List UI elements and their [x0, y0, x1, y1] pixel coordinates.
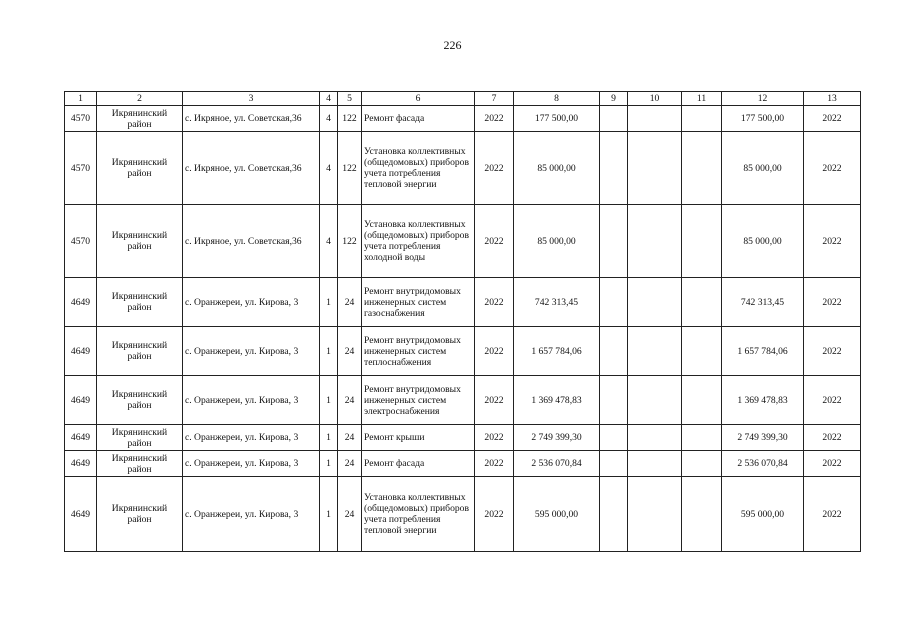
floors-cell: 4 [320, 106, 338, 132]
entrances-cell: 24 [338, 477, 362, 552]
entrances-cell: 24 [338, 278, 362, 327]
column-10-cell [628, 327, 682, 376]
house-id-cell: 4570 [65, 106, 97, 132]
column-12-cost-cell: 1 369 478,83 [722, 376, 804, 425]
work-type-cell: Ремонт внутридомовых инженерных систем электроснабжения [362, 376, 475, 425]
header-row [65, 92, 861, 106]
column-12-cost-cell: 177 500,00 [722, 106, 804, 132]
house-id-cell: 4649 [65, 376, 97, 425]
total-cost-cell: 742 313,45 [514, 278, 600, 327]
address-cell: с. Оранжереи, ул. Кирова, 3 [183, 376, 320, 425]
column-11-cell [682, 425, 722, 451]
column-11-cell [682, 205, 722, 278]
work-type-cell: Установка коллективных (общедомовых) приборов учета потребления холодной воды [362, 205, 475, 278]
year-cell: 2022 [475, 451, 514, 477]
year-cell: 2022 [475, 327, 514, 376]
column-9-cell [600, 451, 628, 477]
year-cell: 2022 [475, 205, 514, 278]
work-type-cell: Ремонт фасада [362, 451, 475, 477]
column-10-cell [628, 425, 682, 451]
total-cost-cell: 595 000,00 [514, 477, 600, 552]
column-11-cell [682, 477, 722, 552]
district-cell: Икрянинский район [97, 106, 183, 132]
column-12-cost-cell: 1 657 784,06 [722, 327, 804, 376]
column-header-12: 12 [722, 92, 804, 106]
repair-register-table [64, 91, 861, 552]
column-11-cell [682, 376, 722, 425]
column-10-cell [628, 132, 682, 205]
column-10-cell [628, 451, 682, 477]
column-12-cost-cell: 85 000,00 [722, 205, 804, 278]
column-header-3: 3 [183, 92, 320, 106]
column-header-4: 4 [320, 92, 338, 106]
entrances-cell: 24 [338, 327, 362, 376]
column-10-cell [628, 278, 682, 327]
year-cell: 2022 [475, 132, 514, 205]
address-cell: с. Оранжереи, ул. Кирова, 3 [183, 327, 320, 376]
house-id-cell: 4570 [65, 132, 97, 205]
district-cell: Икрянинский район [97, 376, 183, 425]
column-12-cost-cell: 2 536 070,84 [722, 451, 804, 477]
table-row [65, 278, 861, 327]
table-row [65, 477, 861, 552]
floors-cell: 1 [320, 376, 338, 425]
column-12-cost-cell: 742 313,45 [722, 278, 804, 327]
column-11-cell [682, 451, 722, 477]
house-id-cell: 4649 [65, 425, 97, 451]
floors-cell: 4 [320, 132, 338, 205]
column-9-cell [600, 106, 628, 132]
work-type-cell: Установка коллективных (общедомовых) приборов учета потребления тепловой энергии [362, 132, 475, 205]
table-header [65, 92, 861, 106]
district-cell: Икрянинский район [97, 132, 183, 205]
column-header-11: 11 [682, 92, 722, 106]
column-9-cell [600, 278, 628, 327]
house-id-cell: 4649 [65, 451, 97, 477]
total-cost-cell: 2 749 399,30 [514, 425, 600, 451]
floors-cell: 1 [320, 477, 338, 552]
column-9-cell [600, 132, 628, 205]
work-type-cell: Ремонт внутридомовых инженерных систем теплоснабжения [362, 327, 475, 376]
work-type-cell: Ремонт внутридомовых инженерных систем газоснабжения [362, 278, 475, 327]
column-13-year-cell: 2022 [804, 327, 861, 376]
table-row [65, 376, 861, 425]
year-cell: 2022 [475, 425, 514, 451]
entrances-cell: 24 [338, 376, 362, 425]
district-cell: Икрянинский район [97, 425, 183, 451]
column-13-year-cell: 2022 [804, 205, 861, 278]
table-row [65, 425, 861, 451]
floors-cell: 1 [320, 278, 338, 327]
house-id-cell: 4649 [65, 278, 97, 327]
column-13-year-cell: 2022 [804, 278, 861, 327]
column-10-cell [628, 477, 682, 552]
entrances-cell: 122 [338, 205, 362, 278]
column-12-cost-cell: 85 000,00 [722, 132, 804, 205]
column-header-13: 13 [804, 92, 861, 106]
column-11-cell [682, 327, 722, 376]
total-cost-cell: 1 657 784,06 [514, 327, 600, 376]
work-type-cell: Ремонт фасада [362, 106, 475, 132]
total-cost-cell: 2 536 070,84 [514, 451, 600, 477]
table-row [65, 132, 861, 205]
column-12-cost-cell: 595 000,00 [722, 477, 804, 552]
column-9-cell [600, 205, 628, 278]
house-id-cell: 4649 [65, 477, 97, 552]
floors-cell: 1 [320, 327, 338, 376]
year-cell: 2022 [475, 477, 514, 552]
column-13-year-cell: 2022 [804, 132, 861, 205]
work-type-cell: Установка коллективных (общедомовых) приборов учета потребления тепловой энергии [362, 477, 475, 552]
address-cell: с. Оранжереи, ул. Кирова, 3 [183, 451, 320, 477]
column-header-9: 9 [600, 92, 628, 106]
column-10-cell [628, 106, 682, 132]
column-13-year-cell: 2022 [804, 477, 861, 552]
column-13-year-cell: 2022 [804, 376, 861, 425]
floors-cell: 1 [320, 425, 338, 451]
column-9-cell [600, 477, 628, 552]
house-id-cell: 4649 [65, 327, 97, 376]
column-9-cell [600, 327, 628, 376]
floors-cell: 1 [320, 451, 338, 477]
floors-cell: 4 [320, 205, 338, 278]
column-header-1: 1 [65, 92, 97, 106]
page-number: 226 [443, 38, 462, 52]
district-cell: Икрянинский район [97, 327, 183, 376]
address-cell: с. Оранжереи, ул. Кирова, 3 [183, 477, 320, 552]
column-header-10: 10 [628, 92, 682, 106]
total-cost-cell: 85 000,00 [514, 205, 600, 278]
address-cell: с. Икряное, ул. Советская,36 [183, 132, 320, 205]
column-13-year-cell: 2022 [804, 425, 861, 451]
total-cost-cell: 85 000,00 [514, 132, 600, 205]
year-cell: 2022 [475, 376, 514, 425]
total-cost-cell: 1 369 478,83 [514, 376, 600, 425]
table-row [65, 327, 861, 376]
entrances-cell: 122 [338, 132, 362, 205]
column-11-cell [682, 278, 722, 327]
column-13-year-cell: 2022 [804, 106, 861, 132]
column-header-7: 7 [475, 92, 514, 106]
address-cell: с. Оранжереи, ул. Кирова, 3 [183, 278, 320, 327]
entrances-cell: 122 [338, 106, 362, 132]
column-9-cell [600, 376, 628, 425]
work-type-cell: Ремонт крыши [362, 425, 475, 451]
district-cell: Икрянинский район [97, 205, 183, 278]
table-row [65, 451, 861, 477]
column-10-cell [628, 205, 682, 278]
entrances-cell: 24 [338, 425, 362, 451]
column-header-8: 8 [514, 92, 600, 106]
total-cost-cell: 177 500,00 [514, 106, 600, 132]
district-cell: Икрянинский район [97, 278, 183, 327]
table-row [65, 106, 861, 132]
address-cell: с. Икряное, ул. Советская,36 [183, 106, 320, 132]
column-header-5: 5 [338, 92, 362, 106]
house-id-cell: 4570 [65, 205, 97, 278]
address-cell: с. Оранжереи, ул. Кирова, 3 [183, 425, 320, 451]
column-13-year-cell: 2022 [804, 451, 861, 477]
column-9-cell [600, 425, 628, 451]
column-header-6: 6 [362, 92, 475, 106]
year-cell: 2022 [475, 278, 514, 327]
column-11-cell [682, 106, 722, 132]
district-cell: Икрянинский район [97, 451, 183, 477]
entrances-cell: 24 [338, 451, 362, 477]
table-body [65, 106, 861, 552]
column-10-cell [628, 376, 682, 425]
year-cell: 2022 [475, 106, 514, 132]
column-11-cell [682, 132, 722, 205]
address-cell: с. Икряное, ул. Советская,36 [183, 205, 320, 278]
district-cell: Икрянинский район [97, 477, 183, 552]
table-row [65, 205, 861, 278]
column-12-cost-cell: 2 749 399,30 [722, 425, 804, 451]
column-header-2: 2 [97, 92, 183, 106]
